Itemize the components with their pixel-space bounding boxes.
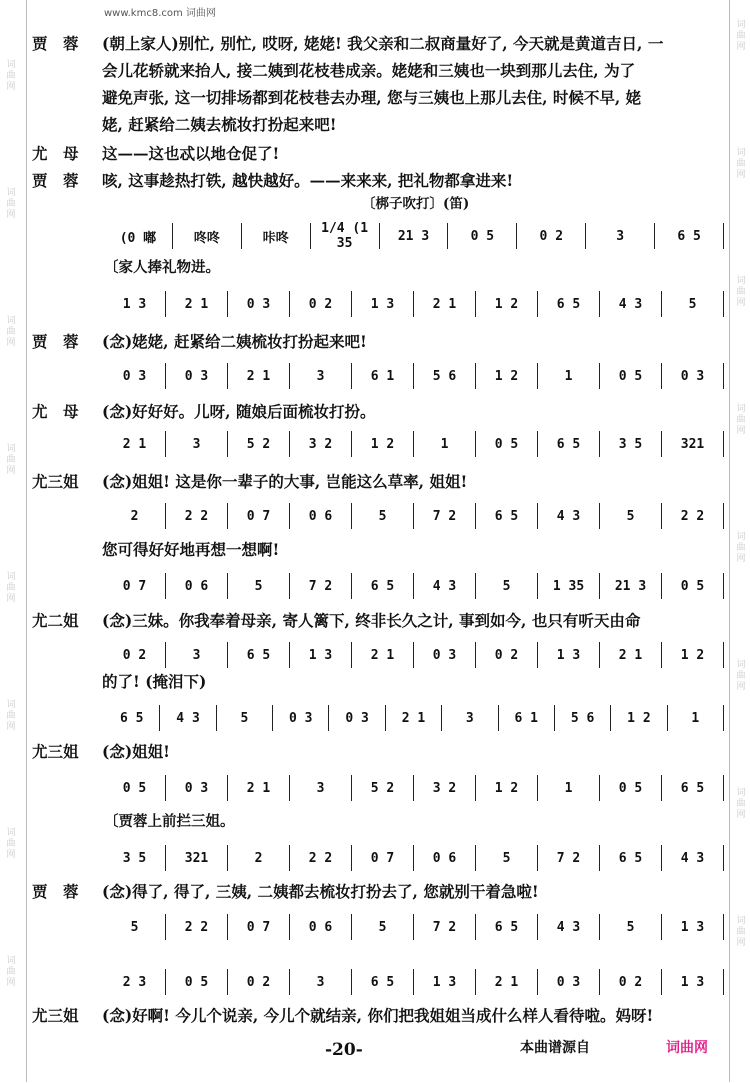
measure: 6 5 — [680, 780, 705, 796]
bar-line — [723, 775, 724, 801]
measure: 1 — [564, 368, 573, 384]
measure: 5 — [378, 508, 387, 524]
bar-line — [723, 969, 724, 995]
speaker-label: 贾 蓉 — [32, 332, 79, 351]
measure: 0 3 — [122, 368, 147, 384]
speaker-label: 贾 蓉 — [32, 34, 79, 53]
measure: 6 5 — [370, 578, 395, 594]
dialogue-youerjie-1b: 的了! (掩泪下) — [102, 672, 207, 691]
measure: 0 3 — [289, 710, 313, 726]
measure: 5 2 — [370, 780, 395, 796]
measure: 6 5 — [246, 647, 271, 663]
measure: 0 7 — [246, 919, 271, 935]
measure: 5 — [502, 578, 511, 594]
measure: 0 2 — [122, 647, 147, 663]
speaker-label: 尤 母 — [32, 144, 79, 163]
measure: 321 — [680, 436, 705, 452]
measure: 2 2 — [184, 508, 209, 524]
measure: 6 5 — [119, 710, 144, 726]
measure: 5 6 — [432, 368, 457, 384]
dialogue-yousanjie-3: 尤三姐 (念)好啊! 今儿个说亲, 今儿个就结亲, 你们把我姐姐当成什么样人看待啦。妈呀! — [32, 1002, 726, 1029]
measure: 0 6 — [308, 919, 333, 935]
dialogue-yousanjie-1b: 您可得好好地再想一想啊! — [102, 540, 280, 559]
measure: 2 1 — [432, 296, 457, 312]
notation-row — [104, 704, 724, 732]
measure: 5 — [378, 919, 387, 935]
dialogue-youmu-1: 尤 母 这——这也忒以地仓促了! — [32, 140, 726, 167]
measure: 1 2 — [370, 436, 395, 452]
bar-line — [723, 291, 724, 317]
bar-line — [723, 363, 724, 389]
measure: 2 1 — [246, 368, 271, 384]
measure: 6 5 — [556, 296, 581, 312]
dialogue-jiarong-3: 贾 蓉 (念)姥姥, 赶紧给二姨梳妆打扮起来吧! — [32, 328, 726, 355]
measure: 5 2 — [246, 436, 271, 452]
stage-direction: 〔贾蓉上前拦三姐。 — [104, 813, 235, 830]
dialogue-yousanjie-2: 尤三姐 (念)姐姐! — [32, 738, 726, 765]
dialogue-jiarong-2: 贾 蓉 咳, 这事趁热打铁, 越快越好。——来来来, 把礼物都拿进来! — [32, 167, 726, 194]
measure: 1 — [440, 436, 449, 452]
measure: 3 2 — [432, 780, 457, 796]
brand-link[interactable]: 词曲网 — [666, 1040, 708, 1056]
measure: 1/4 (1 35 — [321, 221, 369, 251]
measure: 咚咚 — [193, 230, 220, 246]
measure: 6 5 — [556, 436, 581, 452]
measure: 2 1 — [401, 710, 426, 726]
speaker-label: 尤二姐 — [32, 611, 79, 630]
bar-line — [723, 845, 724, 871]
notation-row — [104, 774, 724, 802]
measure: 1 — [564, 780, 573, 796]
measure: 2 1 — [184, 296, 209, 312]
speaker-label: 尤三姐 — [32, 472, 79, 491]
dialogue-jiarong-4: 贾 蓉 (念)得了, 得了, 三姨, 二姨都去梳妆打扮去了, 您就别干着急啦! — [32, 878, 726, 905]
notation-row — [104, 572, 724, 600]
side-watermark-right: 词曲网 词曲网 词曲网 词曲网 词曲网 词曲网 词曲网 词曲网 — [736, 20, 746, 948]
top-watermark: www.kmc8.com 词曲网 — [104, 4, 216, 19]
measure: 0 6 — [308, 508, 333, 524]
speaker-label: 尤三姐 — [32, 1006, 79, 1025]
measure: 2 2 — [308, 850, 333, 866]
measure: 5 — [240, 710, 249, 726]
measure: 7 2 — [556, 850, 581, 866]
measure: 1 — [691, 710, 700, 726]
measure: 7 2 — [432, 919, 457, 935]
notation-row — [104, 968, 724, 996]
notation-row — [104, 430, 724, 458]
measure: 0 5 — [618, 368, 643, 384]
measure: 2 1 — [494, 974, 519, 990]
measure: 1 3 — [680, 974, 705, 990]
measure: 5 — [626, 919, 635, 935]
measure: 0 7 — [370, 850, 395, 866]
measure: 3 — [616, 228, 625, 244]
measure: 6 1 — [370, 368, 395, 384]
left-margin-rule — [26, 0, 27, 1082]
measure: 0 3 — [432, 647, 457, 663]
source-note: 本曲谱源自 — [520, 1040, 590, 1056]
measure: 0 3 — [246, 296, 271, 312]
measure: 2 3 — [122, 974, 147, 990]
measure: 1 2 — [680, 647, 705, 663]
measure: 咔咚 — [262, 230, 289, 246]
measure: 1 3 — [370, 296, 395, 312]
bar-line — [723, 431, 724, 457]
bar-line — [723, 223, 724, 249]
measure: 1 3 — [556, 647, 581, 663]
measure: 1 3 — [308, 647, 333, 663]
measure: 3 5 — [618, 436, 643, 452]
measure: 6 5 — [494, 508, 519, 524]
measure: 2 1 — [246, 780, 271, 796]
measure: 6 5 — [494, 919, 519, 935]
measure: 3 2 — [308, 436, 333, 452]
measure: 2 1 — [618, 647, 643, 663]
measure: 5 — [254, 578, 263, 594]
measure: 5 — [688, 296, 697, 312]
dialogue-youerjie-1: 尤二姐 (念)三妹。你我奉着母亲, 寄人篱下, 终非长久之计, 事到如今, 也只有听天由命 — [32, 607, 726, 634]
measure: 4 3 — [432, 578, 457, 594]
notation-row — [104, 913, 724, 941]
dialogue-youmu-2: 尤 母 (念)好好好。儿呀, 随娘后面梳妆打扮。 — [32, 398, 726, 425]
measure: 321 — [184, 850, 209, 866]
speaker-label: 尤三姐 — [32, 742, 79, 761]
measure: 6 1 — [514, 710, 538, 726]
measure: 5 — [130, 919, 139, 935]
measure: 0 2 — [618, 974, 643, 990]
notation-row — [104, 502, 724, 530]
measure: 0 6 — [184, 578, 209, 594]
stage-direction: 〔家人捧礼物进。 — [104, 259, 220, 276]
measure: 0 3 — [556, 974, 581, 990]
notation-row — [104, 290, 724, 318]
speaker-label: 尤 母 — [32, 402, 79, 421]
music-heading: 〔梆子吹打〕(笛) — [362, 196, 470, 212]
measure: 3 — [192, 436, 201, 452]
measure: 0 5 — [122, 780, 147, 796]
measure: 7 2 — [308, 578, 333, 594]
side-watermark-left: 词曲网 词曲网 词曲网 词曲网 词曲网 词曲网 词曲网 词曲网 — [6, 60, 16, 988]
measure: 2 — [254, 850, 263, 866]
measure: 2 2 — [680, 508, 705, 524]
measure: 21 3 — [614, 578, 647, 594]
notation-row — [104, 641, 724, 669]
measure: 3 — [316, 368, 325, 384]
measure: 0 7 — [246, 508, 271, 524]
measure: 0 5 — [184, 974, 209, 990]
measure: 2 1 — [122, 436, 147, 452]
dialogue-jiarong-1: 贾 蓉 (朝上家人)别忙, 别忙, 哎呀, 姥姥! 我父亲和二叔商量好了, 今天就是黄道吉日, 一 会儿花轿就来抬人, 接二姨到花枝巷成亲。姥姥和三姨也一块到那儿去住, 为了 避免声张, 这一切排场都到花枝巷去办理, 您与三姨也上那儿去住, 时候不早, 姥 姥, 赶紧给二姨去梳妆打扮起来吧! — [32, 30, 726, 138]
measure: 4 3 — [556, 508, 581, 524]
bar-line — [723, 705, 724, 731]
notation-row — [104, 362, 724, 390]
bar-line — [723, 573, 724, 599]
measure: 5 6 — [570, 710, 595, 726]
measure: 4 3 — [176, 710, 200, 726]
notation-row — [104, 222, 724, 250]
measure: 1 35 — [552, 578, 585, 594]
measure: 3 — [465, 710, 474, 726]
measure: 0 5 — [618, 780, 643, 796]
speaker-label: 贾 蓉 — [32, 171, 79, 190]
measure: 3 — [316, 780, 325, 796]
measure: 0 2 — [246, 974, 271, 990]
measure: 4 3 — [556, 919, 581, 935]
measure: 0 3 — [184, 780, 209, 796]
measure: 0 5 — [470, 228, 495, 244]
measure: (0 嘟 — [119, 230, 157, 246]
measure: 4 3 — [618, 296, 643, 312]
measure: 1 2 — [494, 296, 519, 312]
bar-line — [723, 503, 724, 529]
measure: 0 2 — [494, 647, 519, 663]
measure: 3 5 — [122, 850, 147, 866]
measure: 2 2 — [184, 919, 209, 935]
bar-line — [723, 914, 724, 940]
measure: 6 5 — [677, 228, 701, 244]
bar-line — [723, 642, 724, 668]
measure: 21 3 — [397, 228, 430, 244]
speaker-label: 贾 蓉 — [32, 882, 79, 901]
right-margin-rule — [729, 0, 730, 1082]
measure: 0 5 — [680, 578, 705, 594]
dialogue-yousanjie-1: 尤三姐 (念)姐姐! 这是你一辈子的大事, 岂能这么草率, 姐姐! — [32, 468, 726, 495]
measure: 0 2 — [539, 228, 564, 244]
measure: 3 — [192, 647, 201, 663]
page-number: -20- — [325, 1040, 363, 1060]
measure: 0 3 — [680, 368, 705, 384]
notation-row — [104, 844, 724, 872]
measure: 1 3 — [680, 919, 705, 935]
measure: 1 3 — [122, 296, 147, 312]
measure: 0 3 — [184, 368, 209, 384]
measure: 1 2 — [494, 780, 519, 796]
measure: 0 7 — [122, 578, 147, 594]
measure: 5 — [626, 508, 635, 524]
measure: 0 5 — [494, 436, 519, 452]
measure: 0 6 — [432, 850, 457, 866]
measure: 1 2 — [494, 368, 519, 384]
measure: 1 3 — [432, 974, 457, 990]
measure: 2 1 — [370, 647, 395, 663]
measure: 3 — [316, 974, 325, 990]
measure: 4 3 — [680, 850, 705, 866]
measure: 0 3 — [345, 710, 369, 726]
measure: 1 2 — [627, 710, 651, 726]
measure: 2 — [130, 508, 139, 524]
measure: 7 2 — [432, 508, 457, 524]
measure: 6 5 — [618, 850, 643, 866]
measure: 6 5 — [370, 974, 395, 990]
measure: 0 2 — [308, 296, 333, 312]
measure: 5 — [502, 850, 511, 866]
